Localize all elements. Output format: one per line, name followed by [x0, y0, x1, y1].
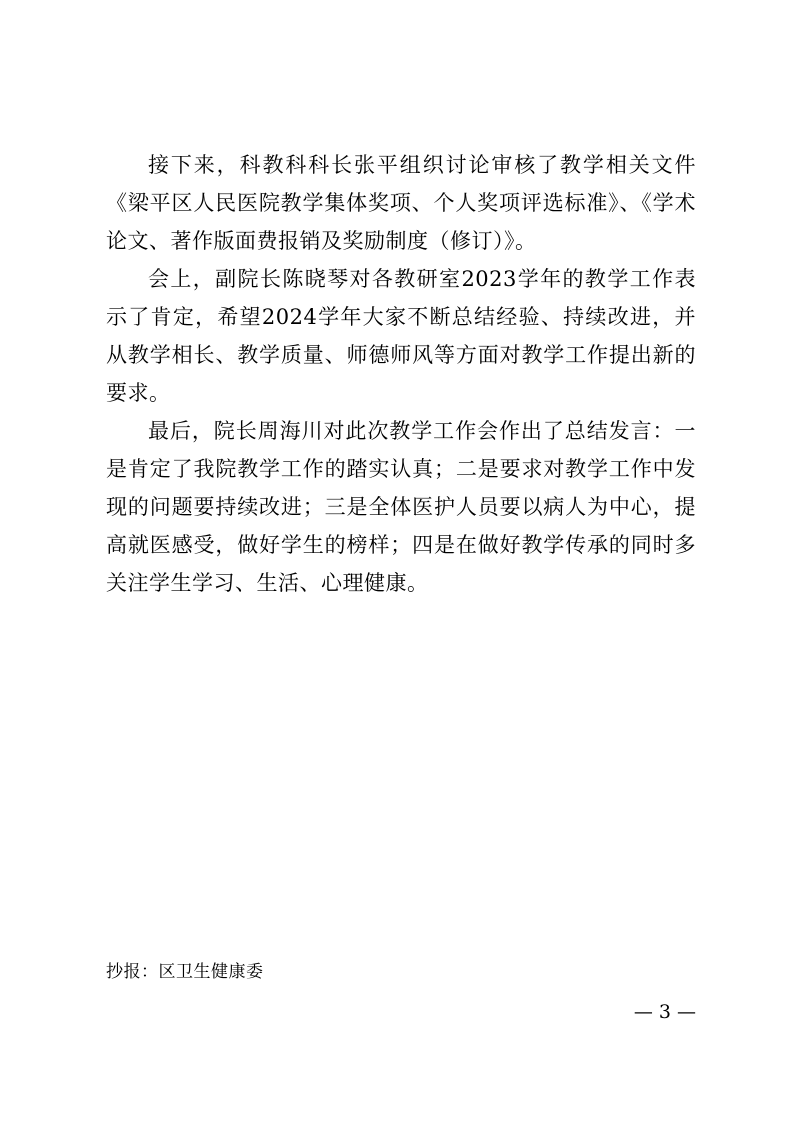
document-body — [106, 146, 696, 602]
cc-recipients: 抄报：区卫生健康委 — [106, 962, 264, 982]
paragraph-vice-president-remarks: 会上，副院长陈晓琴对各教研室2023学年的教学工作表示了肯定，希望2024学年大家不断总结经验、持续改进，并从教学相长、教学质量、师德师风等方面对教学工作提出新的要求。 — [106, 267, 696, 405]
page-number: — 3 — — [633, 1001, 696, 1023]
paragraph-review-documents: 接下来，科教科科长张平组织讨论审核了教学相关文件《梁平区人民医院教学集体奖项、个人奖项评选标准》、《学术论文、著作版面费报销及奖励制度（修订）》。 — [106, 153, 696, 253]
paragraph-president-summary: 最后，院长周海川对此次教学工作会作出了总结发言：一是肯定了我院教学工作的踏实认真；二是要求对教学工作中发现的问题要持续改进；三是全体医护人员要以病人为中心，提高就医感受，做好学生的榜样；四是在做好教学传承的同时多关注学生学习、生活、心理健康。 — [106, 419, 696, 595]
